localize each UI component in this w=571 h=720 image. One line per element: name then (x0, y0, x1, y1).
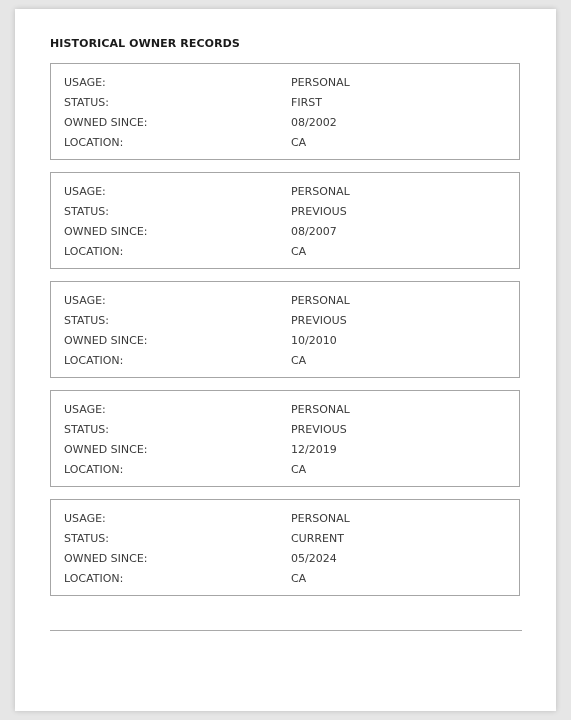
status-value: CURRENT (291, 532, 344, 545)
location-value: CA (291, 354, 307, 367)
status-label: STATUS: (64, 205, 109, 218)
status-label: STATUS: (64, 532, 109, 545)
usage-label: USAGE: (64, 403, 106, 416)
owned-since-label: OWNED SINCE: (64, 225, 148, 238)
owner-record-4 (50, 390, 520, 487)
owned-since-label: OWNED SINCE: (64, 116, 148, 129)
location-row (51, 351, 519, 371)
usage-label: USAGE: (64, 185, 106, 198)
report-page (15, 9, 556, 711)
status-row (51, 93, 519, 113)
status-row (51, 311, 519, 331)
usage-label: USAGE: (64, 76, 106, 89)
usage-row (51, 182, 519, 202)
usage-label: USAGE: (64, 512, 106, 525)
usage-row (51, 509, 519, 529)
usage-row (51, 400, 519, 420)
usage-value: PERSONAL (291, 294, 350, 307)
owned-since-value: 08/2002 (291, 116, 337, 129)
usage-value: PERSONAL (291, 403, 350, 416)
section-title: HISTORICAL OWNER RECORDS (50, 37, 240, 50)
owned-since-value: 08/2007 (291, 225, 337, 238)
location-label: LOCATION: (64, 572, 124, 585)
location-value: CA (291, 572, 307, 585)
location-value: CA (291, 463, 307, 476)
status-row (51, 202, 519, 222)
usage-value: PERSONAL (291, 76, 350, 89)
owned-since-value: 10/2010 (291, 334, 337, 347)
status-value: PREVIOUS (291, 205, 347, 218)
location-row (51, 569, 519, 589)
usage-row (51, 291, 519, 311)
usage-label: USAGE: (64, 294, 106, 307)
owner-record-3 (50, 281, 520, 378)
location-value: CA (291, 136, 307, 149)
owned-since-label: OWNED SINCE: (64, 552, 148, 565)
status-label: STATUS: (64, 314, 109, 327)
owned-since-row (51, 113, 519, 133)
location-label: LOCATION: (64, 245, 124, 258)
owned-since-label: OWNED SINCE: (64, 334, 148, 347)
status-value: FIRST (291, 96, 322, 109)
location-label: LOCATION: (64, 136, 124, 149)
location-label: LOCATION: (64, 463, 124, 476)
usage-value: PERSONAL (291, 512, 350, 525)
usage-value: PERSONAL (291, 185, 350, 198)
owned-since-value: 12/2019 (291, 443, 337, 456)
section-divider (50, 630, 522, 631)
status-row (51, 420, 519, 440)
owned-since-row (51, 549, 519, 569)
owned-since-row (51, 222, 519, 242)
owner-record-1 (50, 63, 520, 160)
location-value: CA (291, 245, 307, 258)
owned-since-value: 05/2024 (291, 552, 337, 565)
location-row (51, 133, 519, 153)
location-row (51, 460, 519, 480)
owner-record-2 (50, 172, 520, 269)
status-value: PREVIOUS (291, 423, 347, 436)
location-label: LOCATION: (64, 354, 124, 367)
status-row (51, 529, 519, 549)
owned-since-row (51, 440, 519, 460)
status-label: STATUS: (64, 96, 109, 109)
owner-record-5 (50, 499, 520, 596)
owned-since-label: OWNED SINCE: (64, 443, 148, 456)
status-value: PREVIOUS (291, 314, 347, 327)
location-row (51, 242, 519, 262)
usage-row (51, 73, 519, 93)
status-label: STATUS: (64, 423, 109, 436)
owned-since-row (51, 331, 519, 351)
